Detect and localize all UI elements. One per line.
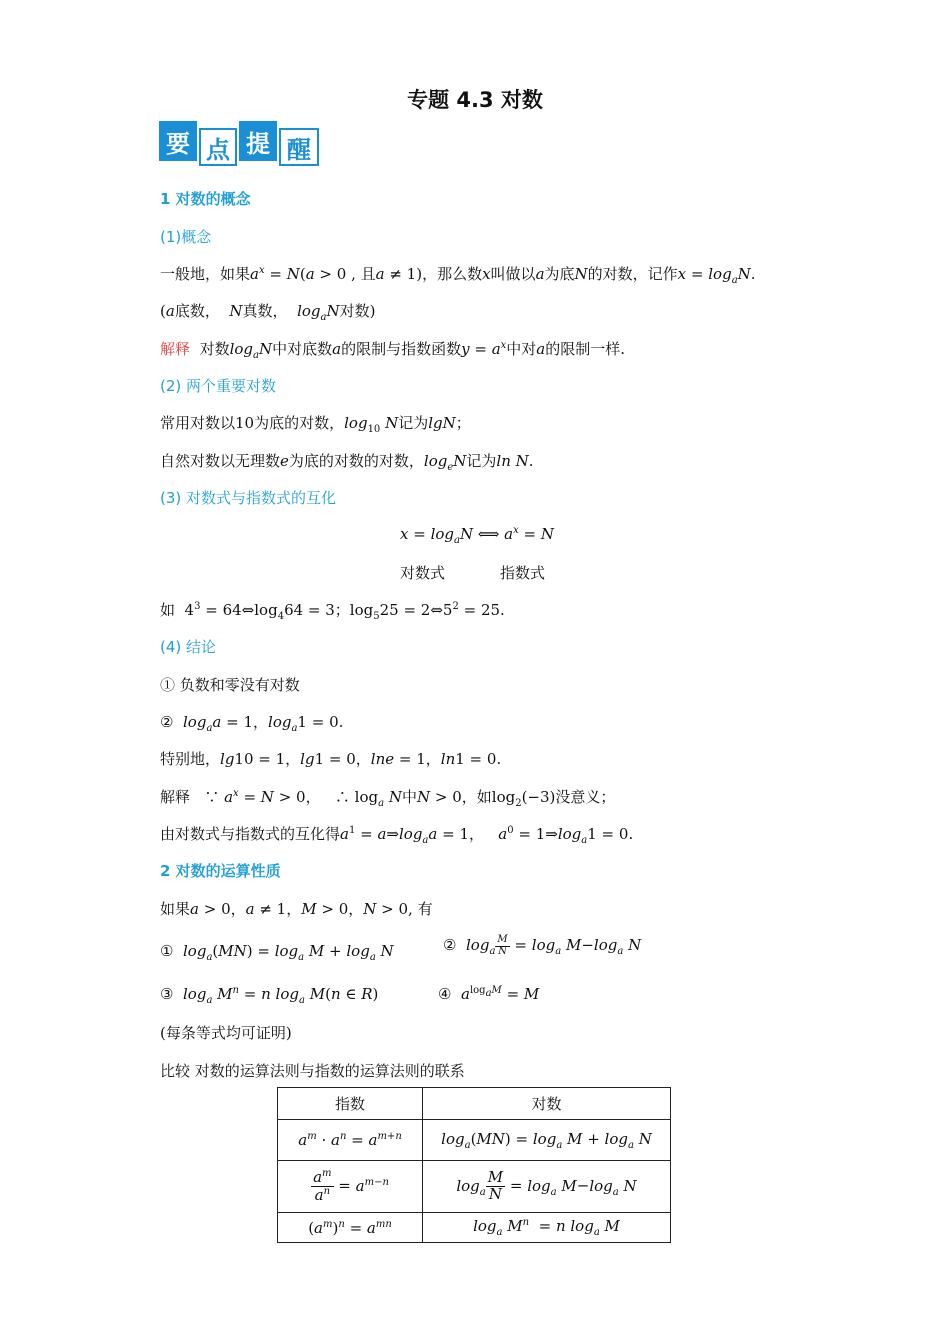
table-row [278,1120,671,1161]
natural-log-line: 自然对数以无理数e为底的对数的对数，$\log_eN$记为ln N. [160,452,534,473]
badge-char-3: 提 [239,121,277,161]
derive-line: 由对数式与指数式的互化得$a^1$ = $a\Rightarrow\log_aa = 1$， $a^0$ = $1\Rightarrow\log_a1 = 0$. [160,825,634,846]
common-log-line: 常用对数以10为底的对数，$\log_{10} N$记为lgN； [160,414,471,435]
note-line: 解释 对数$\log_aN$中对底数a的限制与指数函数$y = a^x$中对a的限制一样. [160,340,626,361]
table-header-row [278,1088,671,1120]
table-row [278,1213,671,1243]
rule-1: ① $\log_a(MN) = \log_a M + \log_a N$ [160,942,394,963]
conclusion-1: ① 负数和零没有对数 [160,676,300,694]
table-cell-log-1: $\log_a(MN) = \log_a M + \log_a N$ [423,1120,671,1161]
page-title: 专题 4.3 对数 [407,88,543,112]
compare-line: 比较 对数的运算法则与指数的运算法则的联系 [160,1062,465,1080]
example-line: 如 $4^3$ = $64\Leftrightarrow\log_464 = 3$；$\log_525$ = $2\Leftrightarrow 5^2 = 25$. [160,601,505,622]
conversion-formula: $x = \log_aN$ ⟺ $a^x = N$ [400,525,554,546]
conclusion-2: ② $\log_aa = 1$，$\log_a1 = 0$. [160,713,344,734]
table-cell-exp-2: $\frac{a^m}{a^n}$ = $a^{m-n}$ [278,1161,423,1213]
subheading-conclusion: (4) 结论 [160,638,217,656]
table-header-log: 对数 [423,1088,671,1120]
condition-line: 如果a > 0，a ≠ 1，M > 0，N > 0, 有 [160,900,433,918]
explanation-line: 解释 ∵ $a^x = N > 0$， ∴ $\log_a N$中N > 0，如$\log_2(-3)$没意义； [160,788,616,809]
badge-char-2: 点 [199,128,237,166]
table-cell-exp-3: $(a^m)^n = a^{mn}$ [278,1213,423,1243]
rule-3: ③ $\log_a M^n = n$ $\log_a M(n$ ∈ R) [160,985,379,1006]
names-line: (a底数， N真数， $\log_aN$对数) [160,302,376,323]
table-header-exp: 指数 [278,1088,423,1120]
table-row [278,1161,671,1213]
section-1-heading: 1 对数的概念 [160,190,251,208]
badge-char-4: 醒 [279,128,319,166]
definition-line: 一般地，如果$a^x = N(a > 0$ , 且a ≠ 1)，那么数x叫做以a为底N的对数，记作$x = \log_aN$. [160,265,756,286]
badge-char-1: 要 [159,121,197,161]
subheading-important-logs: (2) 两个重要对数 [160,377,277,395]
rule-4: ④ $a^{log_aM} = M$ [438,985,540,1003]
subheading-conversion: (3) 对数式与指数式的互化 [160,489,337,507]
form-label-exp: 指数式 [500,564,546,582]
table-cell-log-2: $\log_a$ $\frac{M}{N}$ = $\log_a M-\log_a$ N [423,1161,671,1213]
proof-note: (每条等式均可证明) [160,1024,292,1042]
table-cell-log-3: $\log_a M^n = n$ $\log_a M$ [423,1213,671,1243]
rule-2: ② $\log_a$ $\frac{M}{N}$ = $\log_a M-\log_a$ N [443,934,642,957]
special-line: 特别地，lg10 = 1，lg1 = 0，lne = 1，ln1 = 0. [160,750,502,768]
form-label-log: 对数式 [400,564,446,582]
section-2-heading: 2 对数的运算性质 [160,862,281,880]
table-cell-exp-1: $a^m \cdot a^n = a^{m+n}$ [278,1120,423,1161]
comparison-table [277,1087,671,1243]
subheading-concept: (1)概念 [160,228,212,246]
